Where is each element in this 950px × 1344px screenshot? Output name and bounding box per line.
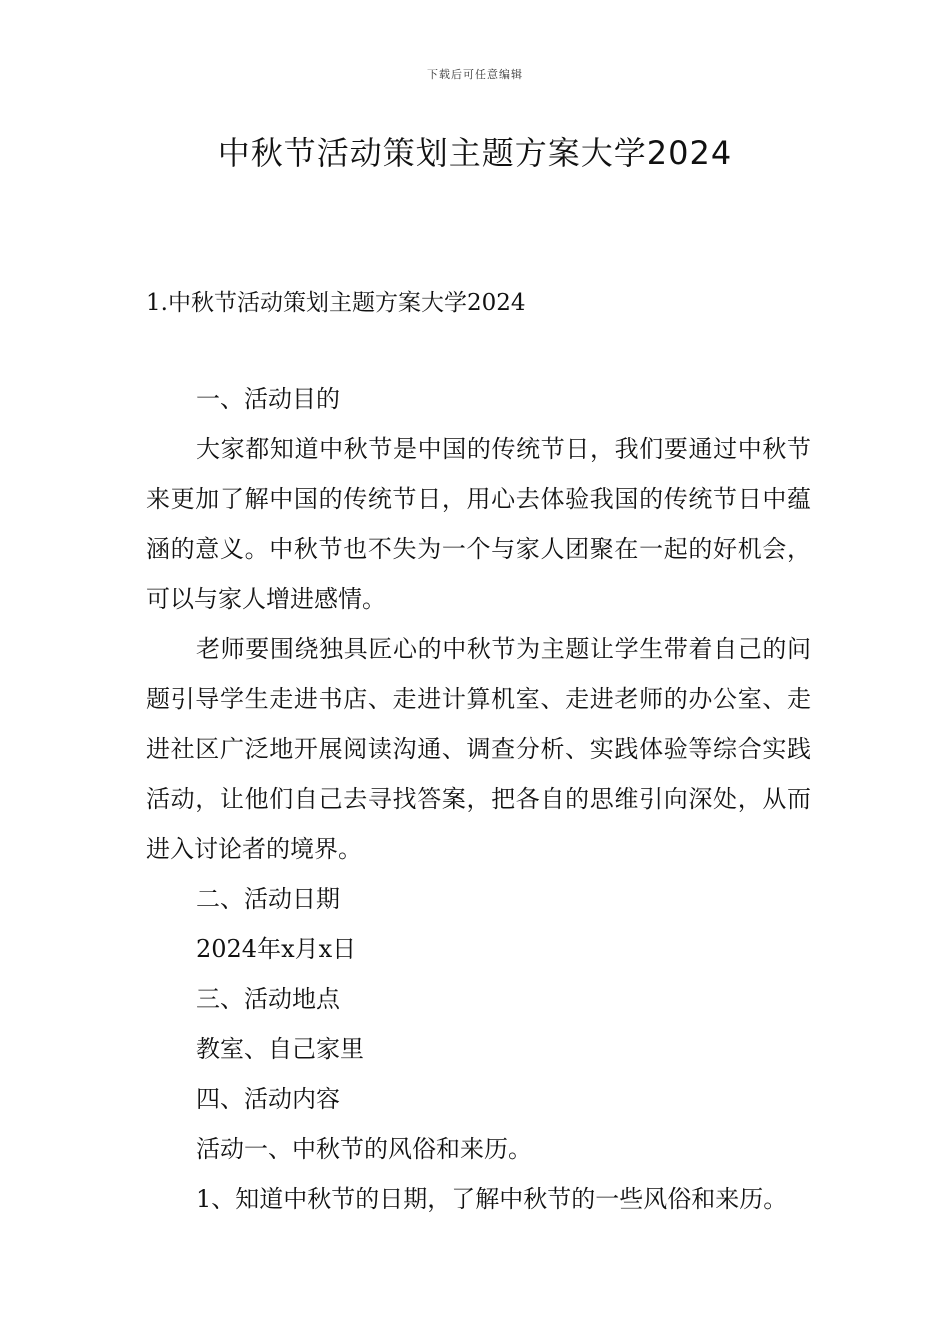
section-heading: 1.中秋节活动策划主题方案大学2024 [146, 290, 526, 316]
header-watermark: 下载后可任意编辑 [427, 68, 523, 81]
document-body [146, 374, 811, 1224]
document-title: 中秋节活动策划主题方案大学2024 [217, 134, 733, 172]
heading-activity-purpose: 一、活动目的 [196, 385, 340, 413]
activity-one-item-1: 1、知道中秋节的日期，了解中秋节的一些风俗和来历。 [196, 1185, 788, 1213]
activity-date-value: 2024年x月x日 [196, 935, 357, 963]
paragraph-purpose-1: 大家都知道中秋节是中国的传统节日，我们要通过中秋节来更加了解中国的传统节日，用心去体验我国的传统节日中蕴涵的意义。中秋节也不失为一个与家人团聚在一起的好机会，可以与家人增进感情。 [146, 435, 811, 613]
activity-one-title: 活动一、中秋节的风俗和来历。 [196, 1135, 532, 1163]
activity-location-value: 教室、自己家里 [196, 1035, 364, 1063]
heading-activity-date: 二、活动日期 [196, 885, 340, 913]
heading-activity-location: 三、活动地点 [196, 985, 340, 1013]
paragraph-purpose-2: 老师要围绕独具匠心的中秋节为主题让学生带着自己的问题引导学生走进书店、走进计算机室、走进老师的办公室、走进社区广泛地开展阅读沟通、调查分析、实践体验等综合实践活动，让他们自己去寻找答案，把各自的思维引向深处，从而进入讨论者的境界。 [146, 635, 811, 863]
heading-activity-content: 四、活动内容 [196, 1085, 340, 1113]
